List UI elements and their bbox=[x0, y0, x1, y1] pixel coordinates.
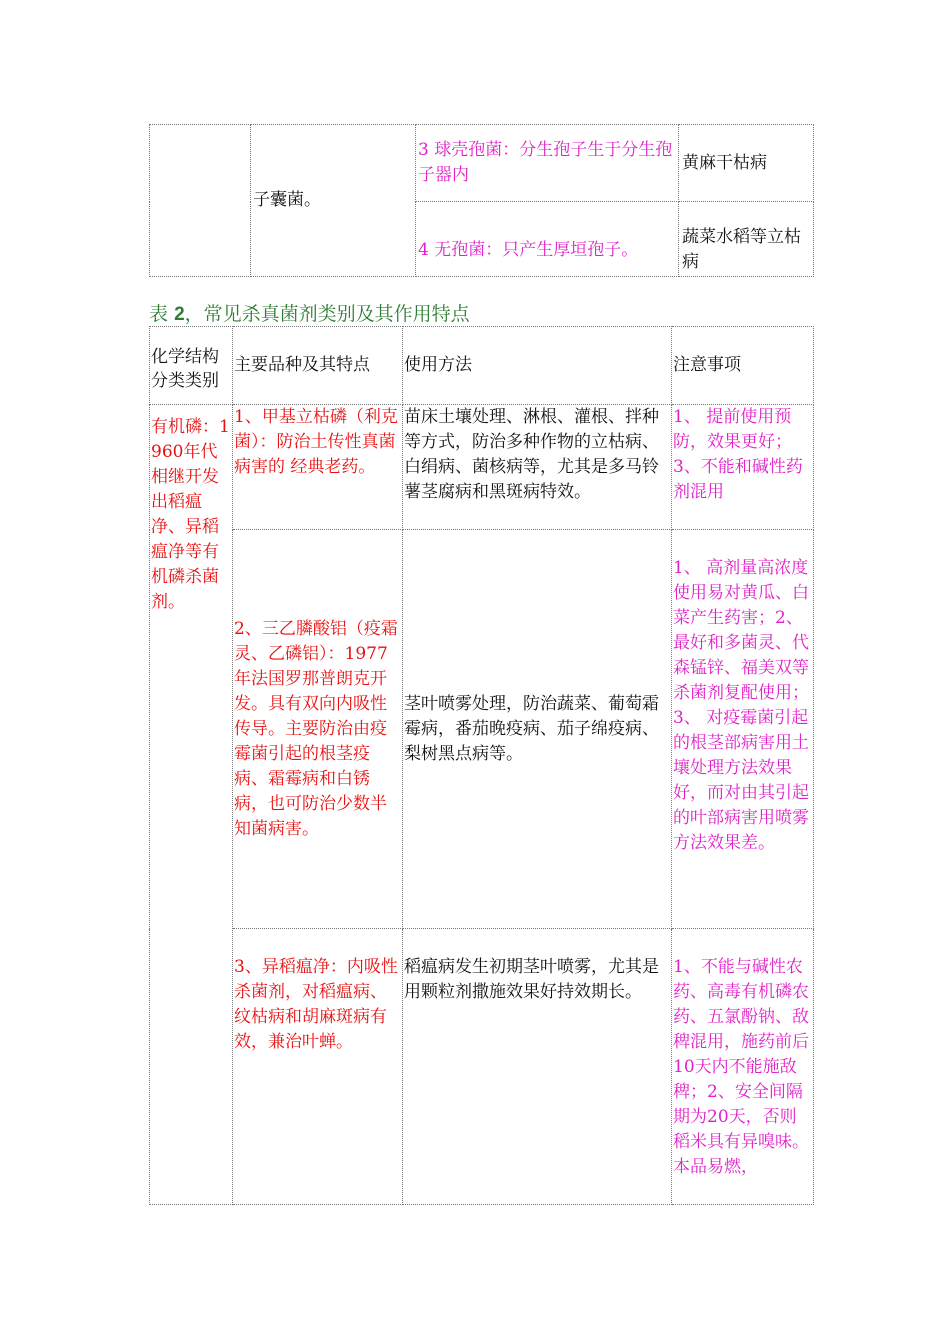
category-cell bbox=[150, 405, 233, 1205]
variety-cell: 2、三乙膦酸铝（疫霜灵、乙磷铝）：1977 年法国罗那普朗克开发。具有双向内吸性传导。主要防治由疫霉菌引起的根茎疫病、霜霉病和白锈病，也可防治少数半知菌病害。 bbox=[233, 530, 403, 929]
variety-cell: 3、异稻瘟净：内吸性杀菌剂，对稻瘟病、纹枯病和胡麻斑病有效，兼治叶蝉。 bbox=[233, 929, 403, 1205]
table1-description-cell bbox=[416, 125, 679, 202]
table-row bbox=[150, 405, 814, 530]
notes-cell: 1、 提前使用预防，效果更好；3、不能和碱性药剂混用 bbox=[672, 405, 814, 530]
fungi-classification-table bbox=[149, 124, 814, 277]
header-method: 使用方法 bbox=[403, 327, 672, 405]
table1-row1-description: 3 球壳孢菌：分生孢子生于分生孢子器内 bbox=[418, 140, 673, 185]
header-notes: 注意事项 bbox=[672, 327, 814, 405]
table1-row2-description: 4 无孢菌：只产生厚垣孢子。 bbox=[418, 239, 639, 260]
table1-example-cell bbox=[679, 202, 814, 277]
notes-cell: 1、不能与碱性农药、高毒有机磷农药、五氯酚钠、敌稗混用，施药前后10天内不能施敌稗；2、安全间隔期为20天，否则稻米具有异嗅味。 本品易燃， bbox=[672, 929, 814, 1205]
method-cell: 苗床土壤处理、淋根、灌根、拌种等方式，防治多种作物的立枯病、白绢病、菌核病等，尤其是多马铃薯茎腐病和黑斑病特效。 bbox=[403, 405, 672, 530]
table1-class-text: 子囊菌。 bbox=[253, 190, 321, 210]
category-text: 有机磷：1960年代相继开发出稻瘟净、异稻瘟净等有机磷杀菌剂。 bbox=[151, 417, 230, 612]
header-row bbox=[150, 327, 814, 405]
table-row bbox=[150, 929, 814, 1205]
table-row bbox=[150, 530, 814, 929]
table1-description-cell bbox=[416, 202, 679, 277]
caption-number: 2 bbox=[174, 304, 185, 325]
fungicide-table bbox=[149, 326, 814, 1205]
caption-prefix: 表 bbox=[149, 303, 169, 325]
caption-text: ，常见杀真菌剂类别及其作用特点 bbox=[184, 303, 470, 325]
header-category: 化学结构分类类别 bbox=[150, 327, 233, 405]
table-caption bbox=[149, 300, 470, 329]
table1-row1-example: 黄麻干枯病 bbox=[682, 152, 767, 173]
table1-row2-example: 蔬菜水稻等立枯病 bbox=[682, 227, 801, 272]
method-cell: 稻瘟病发生初期茎叶喷雾，尤其是用颗粒剂撒施效果好持效期长。 bbox=[403, 929, 672, 1205]
variety-cell: 1、甲基立枯磷（利克菌）：防治土传性真菌病害的 经典老药。 bbox=[233, 405, 403, 530]
table1-example-cell bbox=[679, 125, 814, 202]
notes-cell: 1、 高剂量高浓度使用易对黄瓜、白菜产生药害；2、 最好和多菌灵、代森锰锌、福美双等杀菌剂复配使用；3、 对疫霉菌引起的根茎部病害用土壤处理方法效果好，而对由其引起的叶部病害用喷雾方法效果差。 bbox=[672, 530, 814, 929]
table1-class-cell bbox=[251, 125, 416, 277]
table1-empty-cell bbox=[150, 125, 251, 277]
method-cell: 茎叶喷雾处理，防治蔬菜、葡萄霜霉病，番茄晚疫病、茄子绵疫病、梨树黑点病等。 bbox=[403, 530, 672, 929]
header-variety: 主要品种及其特点 bbox=[233, 327, 403, 405]
